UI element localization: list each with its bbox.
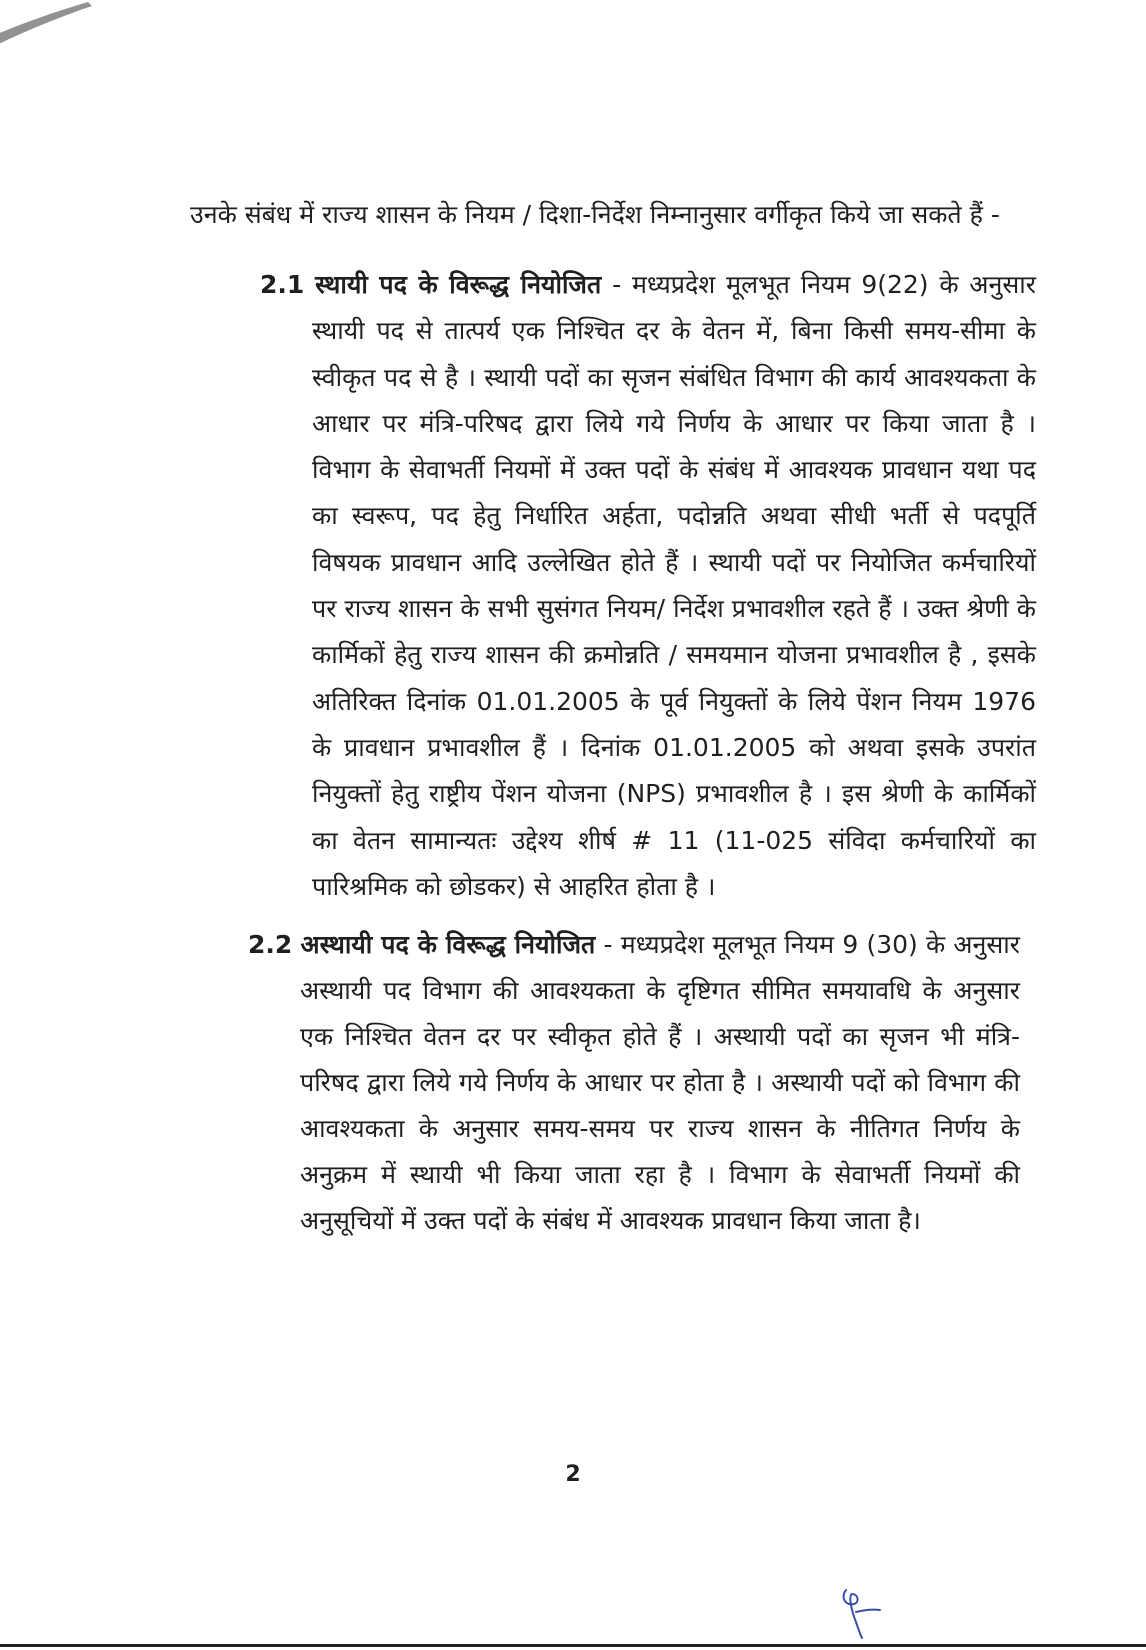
initials-signature	[836, 1582, 884, 1640]
document-page	[190, 196, 1036, 1244]
section-2-1-paragraph	[260, 262, 1036, 910]
page-number: 2	[565, 1462, 581, 1487]
section-body: - मध्यप्रदेश मूलभूत नियम 9(22) के अनुसार स्थायी पद से तात्पर्य एक निश्चित दर के वेतन में, बिना किसी समय-सीमा के स्वीकृत पद से है । स्थायी पदों का सृजन संबंधित विभाग की कार्य आवश्यकता के आधार पर मंत्रि-परिषद द्वारा लिये गये निर्णय के आधार पर किया जाता है । विभाग के सेवाभर्ती नियमों में उक्त पदों के संबंध में आवश्यक प्रावधान यथा पद का स्वरूप, पद हेतु निर्धारित अर्हता, पदोन्नति अथवा सीधी भर्ती से पदपूर्ति विषयक प्रावधान आदि उल्लेखित होते हैं । स्थायी पदों पर नियोजित कर्मचारियों पर राज्य शासन के सभी सुसंगत नियम/ निर्देश प्रभावशील रहते हैं । उक्त श्रेणी के कार्मिकों हेतु राज्य शासन की क्रमोन्नति / समयमान योजना प्रभावशील है , इसके अतिरिक्त दिनांक 01.01.2005 के पूर्व नियुक्तों के लिये पेंशन नियम 1976 के प्रावधान प्रभावशील हैं । दिनांक 01.01.2005 को अथवा इसके उपरांत नियुक्तों हेतु राष्ट्रीय पेंशन योजना (NPS) प्रभावशील है । इस श्रेणी के कार्मिकों का वेतन सामान्यतः उद्देश्य शीर्ष # 11 (11-025 संविदा कर्मचारियों का पारिश्रमिक को छोडकर) से आहरित होता है ।	[312, 270, 1037, 901]
intro-paragraph: उनके संबंध में राज्य शासन के नियम / दिशा-निर्देश निम्नानुसार वर्गीकृत किये जा सकते हैं -	[190, 200, 1000, 229]
bottom-rule	[0, 1644, 1146, 1647]
section-title: अस्थायी पद के विरूद्ध नियोजित	[300, 930, 596, 960]
section-body: - मध्यप्रदेश मूलभूत नियम 9 (30) के अनुसार अस्थायी पद विभाग की आवश्यकता के दृष्टिगत सीमित समयावधि के अनुसार एक निश्चित वेतन दर पर स्वीकृत होते हैं । अस्थायी पदों का सृजन भी मंत्रि-परिषद द्वारा लिये गये निर्णय के आधार पर होता है । अस्थायी पदों को विभाग की आवश्यकता के अनुसार समय-समय पर राज्य शासन के नीतिगत निर्णय के अनुक्रम में स्थायी भी किया जाता रहा है । विभाग के सेवाभर्ती नियमों की अनुसूचियों में उक्त पदों के संबंध में आवश्यक प्रावधान किया जाता है।	[300, 930, 1020, 1236]
section-2-1	[260, 262, 1036, 910]
section-number: 2.1	[260, 270, 305, 299]
scan-smudge-mark	[0, 0, 130, 64]
section-number: 2.2	[248, 930, 293, 960]
section-2-2-paragraph	[248, 922, 1020, 1244]
section-2-2	[248, 922, 1020, 1244]
section-title: स्थायी पद के विरूद्ध नियोजित	[315, 270, 602, 299]
